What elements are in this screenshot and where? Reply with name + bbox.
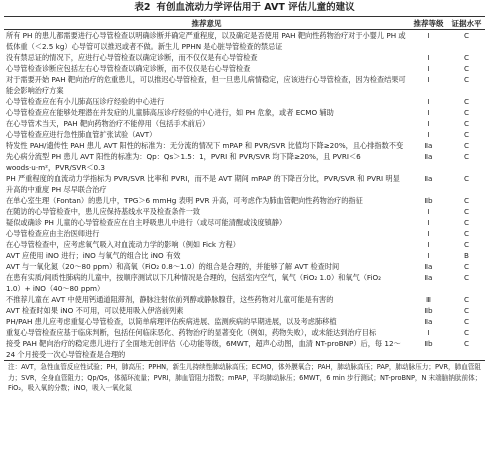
recommendation-grade: Ⅰ [427,240,430,249]
evidence-level: C [463,108,470,117]
recommendation-grade: Ⅰ [427,31,430,40]
recommendation-text: 在患有实质/间质性肺病的儿童中，按顺序测试以下几种情况是合理的，包括室内空气，氧气（FiO₂ 1.0）和氧气（FiO₂ 1.0）+ iNO（40～80 ppm） [6,273,382,293]
table-row [4,338,485,361]
evidence-level: C [463,317,470,326]
table-row [4,239,485,250]
evidence-level: C [463,218,470,227]
table-row [4,173,485,195]
evidence-level: C [463,119,470,128]
table-row [4,228,485,239]
table-row [4,96,485,107]
evidence-level: C [463,64,470,73]
table-row [4,107,485,118]
table-row [4,250,485,261]
recommendation-grade: Ⅱa [424,174,433,183]
recommendation-text: 不推荐儿童在 AVT 中使用钙通道阻滞剂，静脉注射依前列醇或静脉腺苷，这些药物对儿童可能是有害的 [6,295,334,304]
table-row [4,261,485,272]
evidence-level: C [463,152,470,161]
evidence-level: C [463,53,470,62]
recommendation-text: 特发性 PAH/遗传性 PAH 患儿 AVT 阳性的标准为：无分流的情况下 mPAP 和 PVR/SVR 比值均下降≥20%，且心排指数不变 [6,141,404,150]
header-recommendation: 推荐意见 [4,17,409,30]
recommendation-grade: Ⅱb [409,338,448,361]
table-row [4,305,485,316]
recommendation-grade: Ⅱb [424,306,433,315]
table-row [4,206,485,217]
recommendation-text: 心导管检查应在能够处理潜在并发症的儿童肺高压诊疗经验的中心进行，如 PH 危象，或者 ECMO 辅助 [6,108,334,117]
table-row [4,140,485,151]
evidence-level: C [463,75,470,84]
table-caption [0,0,489,16]
recommendation-text: AVT 检查时如果 iNO 不可用，可以使用吸入伊洛前列素 [6,306,184,315]
table-row [4,74,485,96]
evidence-level: C [448,338,485,361]
evidence-level: C [463,328,470,337]
recommendation-text: 没有禁忌证的情况下，应进行心导管检查以确定诊断，而不仅仅是有心导管检查 [6,53,258,62]
recommendation-grade: Ⅰ [427,207,430,216]
evidence-level: B [464,251,469,260]
recommendation-text: AVT 与一氧化氮（20～80 ppm）和高氧（FiO₂ 0.8～1.0）的组合是合理的，并能够了解 AVT 检查时间 [6,262,340,271]
evidence-level: C [463,31,470,40]
recommendation-grade: Ⅰ [427,130,430,139]
recommendation-text: 疑似或确诊 PH 儿童的心导管检查应在自主呼吸患儿中进行（或尽可能清醒或浅度镇静） [6,218,287,227]
recommendation-grade: Ⅰ [427,64,430,73]
recommendation-text: PH 严重程度的血流动力学指标为 PVR/SVR 比率和 PVRI，而不是 AVT 期间 mPAP 的下降百分比，PVR/SVR 和 PVRI 明显升高的中重度 PH 尽早联合治疗 [6,174,400,194]
evidence-level: C [463,97,470,106]
recommendation-text: 在心导管检查中，应考虑氧气吸入对血流动力学的影响（例如 Fick 方程） [6,240,240,249]
recommendation-text: 先心病分流型 PH 患儿 AVT 阳性的标准为：Qp：Qs＞1.5：1，PVRI 和 PVR/SVR 均下降≥20%，且 PVRI＜6 woods·u·m²，PVR/SVR＜0.3 [6,152,361,172]
recommendation-text: 在单心室生理（Fontan）的患儿中，TPG＞6 mmHg 表明 PVR 升高，可考虑作为肺血管靶向性药物治疗的指征 [6,196,363,205]
evidence-level: C [463,174,470,183]
table-row [4,129,485,140]
recommendation-text: PH/PAH 患儿应考虑重复心导管检查，以简单病理评估疾病进展、监测疾病的早期进展，以及考虑肺移植 [6,317,337,326]
table-row [4,316,485,327]
recommendation-text: 心导管检查应进行急性肺血管扩张试验（AVT） [6,130,157,139]
recommendation-grade: Ⅱb [424,196,433,205]
table-number: 表2 [134,2,151,13]
recommendation-grade: Ⅲ [426,295,431,304]
table-row [4,63,485,74]
evidence-level: C [463,130,470,139]
recommendation-text: 心导管检查应由主治医师进行 [6,229,100,238]
recommendation-text: 在心导管术当天，PAH 靶向药物治疗不能停用（包括手术前后） [6,119,210,128]
evidence-level: C [463,273,470,282]
recommendation-grade: Ⅰ [427,251,430,260]
table-row [4,217,485,228]
header-grade: 推荐等级 [409,17,448,30]
table-row [4,294,485,305]
evidence-level: C [463,262,470,271]
table-title: 有创血流动力学评估用于 AVT 评估儿童的建议 [156,2,355,13]
table-row [4,30,485,53]
recommendation-text: 重复心导管检查应基于临床判断，包括任何临床恶化、药物治疗的显著变化（例如，药物失败），或未能达到治疗目标 [6,328,377,337]
recommendation-text: 所有 PH 的患儿都需要进行心导管检查以明确诊断并确定严重程度，以及确定是否使用 PAH 靶向性药物治疗对于小婴儿 PH 或低体重（＜2.5 kg）心导管可以推迟或者不做。新生儿 PPHN 是心脏导管检查的禁忌证 [6,31,406,51]
recommendation-grade: Ⅰ [427,97,430,106]
recommendation-text: 心导管检查诊断应包括左右心导管检查以确定诊断，而不仅仅是右心导管检查 [6,64,251,73]
recommendation-grade: Ⅰ [427,108,430,117]
recommendation-text: 接受 PAH 靶向治疗的稳定患儿进行了全面地无创评估（心功能等级，6MWT，超声心动图，血清 NT-proBNP）后，每 12～24 个月接受一次心导管检查是合理的 [4,338,409,361]
table-footnote: 注：AVT，急性血管反应性试验；PH，肺高压；PPHN，新生儿持续性肺动脉高压；ECMO，体外膜氧合；PAH，肺动脉高压；PAP，肺动脉压力；PVR，肺血管阻力；SVR，全身血管阻力；Qp/Qs，体循环流量；PVRI，肺血管阻力指数；mPAP，平均肺动脉压；6MWT，6 min 步行测试；NT-proBNP，N 末端脑钠肽前体；FiO₂，吸入氧的分数；iNO，吸入一氧化氮 [8,363,482,392]
evidence-level: C [463,207,470,216]
recommendation-grade: Ⅰ [427,328,430,337]
recommendation-grade: Ⅰ [427,119,430,128]
evidence-level: C [463,141,470,150]
recommendation-text: AVT 应使用 iNO 进行；iNO 与氧气的组合比 iNO 有效 [6,251,181,260]
recommendation-grade: Ⅱa [424,317,433,326]
recommendation-grade: Ⅰ [427,75,430,84]
recommendation-grade: Ⅰ [427,229,430,238]
table-row [4,272,485,294]
recommendation-grade: Ⅱa [424,141,433,150]
header-evidence: 证据水平 [448,17,485,30]
evidence-level: C [463,306,470,315]
table-header-row [4,17,485,30]
table-row [4,195,485,206]
recommendation-text: 心导管检查应在有小儿肺高压诊疗经验的中心进行 [6,97,165,106]
table-row [4,151,485,173]
evidence-level: C [463,229,470,238]
evidence-level: C [463,240,470,249]
table-row [4,52,485,63]
table-row [4,118,485,129]
recommendation-text: 对于需要开始 PAH 靶向治疗的危重患儿，可以推迟心导管检查，但一旦患儿病情稳定，应该进行心导管检查，因为检查结果可能会影响治疗方案 [6,75,406,95]
evidence-level: C [463,196,470,205]
table-row [4,327,485,338]
table-body [4,30,485,361]
evidence-level: C [463,295,470,304]
recommendation-grade: Ⅱa [424,273,433,282]
recommendation-table [4,16,485,361]
recommendation-text: 在随访的心导管检查中，患儿应保持基线水平及检查条件一致 [6,207,201,216]
recommendation-grade: Ⅰ [427,218,430,227]
recommendation-grade: Ⅱa [424,152,433,161]
recommendation-grade: Ⅱa [424,262,433,271]
recommendation-grade: Ⅰ [427,53,430,62]
